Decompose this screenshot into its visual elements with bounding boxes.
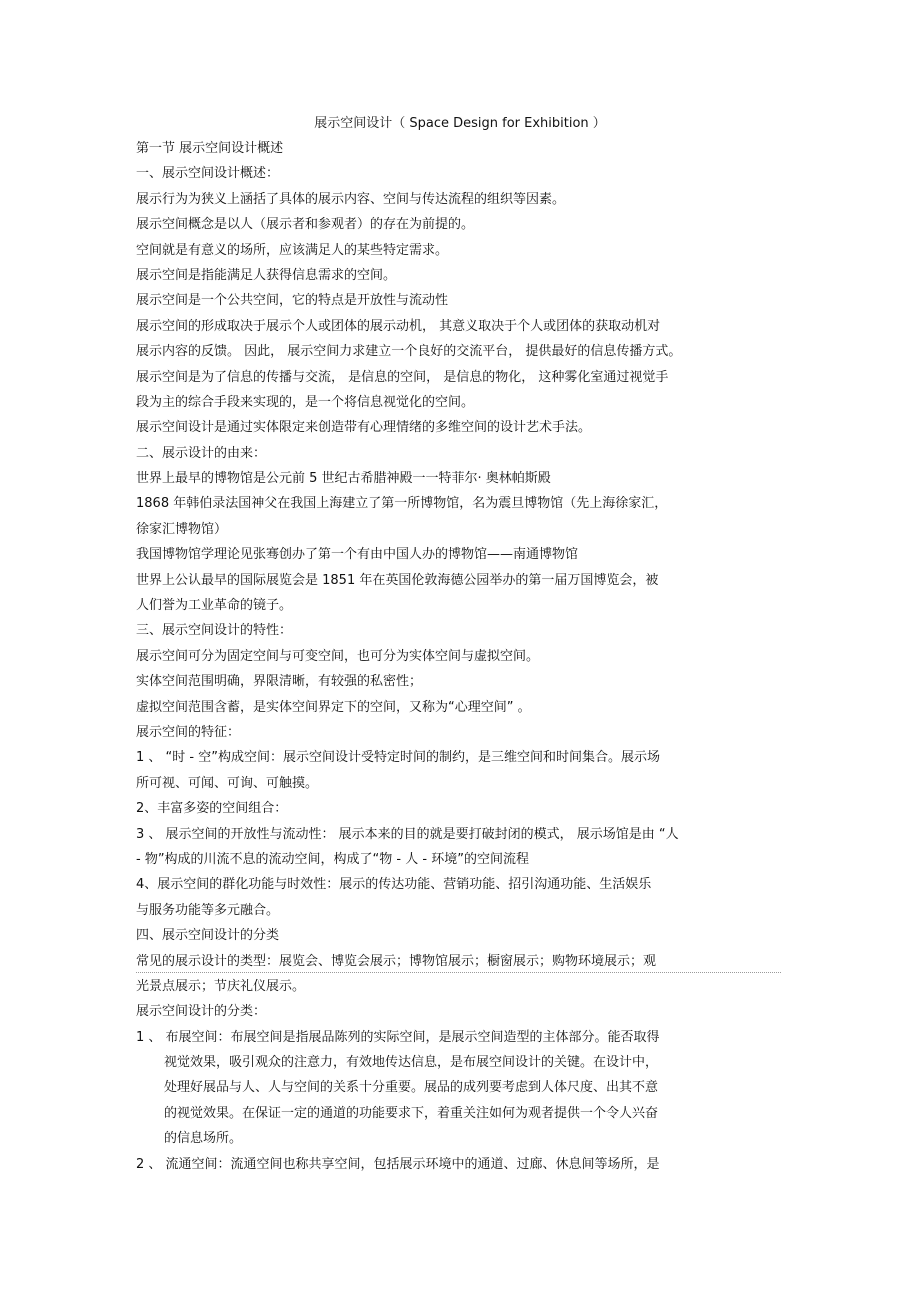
text-line: 光景点展示；节庆礼仪展示。 xyxy=(136,978,306,994)
section-heading: 第一节 展示空间设计概述 xyxy=(136,141,284,156)
list-item: 4、展示空间的群化功能与时效性：展示的传达功能、营销功能、招引沟通功能、生活娱乐 xyxy=(136,877,652,893)
list-item: 3 、 展示空间的开放性与流动性： 展示本来的目的就是要打破封闭的模式， 展示场馆是由 “人 xyxy=(136,826,679,842)
text-line: 展示空间是一个公共空间，它的特点是开放性与流动性 xyxy=(136,293,449,309)
text-line: 视觉效果，吸引观众的注意力，有效地传达信息，是布展空间设计的关键。在设计中， xyxy=(164,1055,659,1071)
text-line: 的视觉效果。在保证一定的通道的功能要求下，着重关注如何为观者提供一个令人兴奋 xyxy=(164,1105,659,1121)
dotted-divider xyxy=(136,972,781,973)
text-line: 世界上最早的博物馆是公元前 5 世纪古希腊神殿一一特菲尔· 奥林帕斯殿 xyxy=(136,471,551,487)
text-line: 与服务功能等多元融合。 xyxy=(136,902,280,918)
subsection-heading: 二、展示设计的由来： xyxy=(136,445,267,461)
text-line: 我国博物馆学理论见张骞创办了第一个有由中国人办的博物馆——南通博物馆 xyxy=(136,547,579,563)
text-line: 人们誉为工业革命的镜子。 xyxy=(136,598,293,614)
text-line: 展示空间的形成取决于展示个人或团体的展示动机， 其意义取决于个人或团体的获取动机对 xyxy=(136,318,661,334)
text-line: 徐家汇博物馆） xyxy=(136,521,228,537)
list-item: 2、丰富多姿的空间组合： xyxy=(136,801,288,817)
text-line: 展示空间的特征： xyxy=(136,724,241,740)
text-line: - 物”构成的川流不息的流动空间，构成了“物 - 人 - 环境”的空间流程 xyxy=(136,851,529,867)
document-title: 展示空间设计（ Space Design for Exhibition ） xyxy=(314,116,606,131)
text-line: 展示空间可分为固定空间与可变空间，也可分为实体空间与虚拟空间。 xyxy=(136,648,540,664)
text-line: 虚拟空间范围含蓄，是实体空间界定下的空间，又称为“心理空间” 。 xyxy=(136,699,531,715)
text-line: 处理好展品与人、人与空间的关系十分重要。展品的成列要考虑到人体尺度、出其不意 xyxy=(164,1080,659,1096)
text-line: 空间就是有意义的场所，应该满足人的某些特定需求。 xyxy=(136,242,449,258)
text-line: 展示空间是为了信息的传播与交流， 是信息的空间， 是信息的物化， 这种雾化室通过视觉手 xyxy=(136,369,669,385)
list-item: 1 、 “时 - 空”构成空间：展示空间设计受特定时间的制约，是三维空间和时间集合。展示场 xyxy=(136,750,660,766)
text-line: 展示行为为狭义上涵括了具体的展示内容、空间与传达流程的组织等因素。 xyxy=(136,191,566,207)
text-line: 常见的展示设计的类型：展览会、博览会展示；博物馆展示；橱窗展示；购物环境展示；观 xyxy=(136,953,657,969)
list-item: 2 、 流通空间：流通空间也称共享空间，包括展示环境中的通道、过廊、休息间等场所，是 xyxy=(136,1156,660,1172)
text-line: 段为主的综合手段来实现的，是一个将信息视觉化的空间。 xyxy=(136,394,475,410)
text-line: 展示空间是指能满足人获得信息需求的空间。 xyxy=(136,267,397,283)
text-line: 展示空间设计的分类： xyxy=(136,1004,267,1020)
text-line: 世界上公认最早的国际展览会是 1851 年在英国伦敦海德公园举办的第一届万国博览会，被 xyxy=(136,572,659,588)
text-line: 展示空间概念是以人（展示者和参观者）的存在为前提的。 xyxy=(136,217,475,233)
subsection-heading: 四、展示空间设计的分类 xyxy=(136,928,280,944)
body-text xyxy=(136,139,776,1180)
subsection-heading: 一、展示空间设计概述： xyxy=(136,166,280,182)
text-line: 的信息场所。 xyxy=(164,1131,243,1147)
list-item: 1 、 布展空间：布展空间是指展品陈列的实际空间，是展示空间造型的主体部分。能否取得 xyxy=(136,1029,660,1045)
text-line: 展示空间设计是通过实体限定来创造带有心理情绪的多维空间的设计艺术手法。 xyxy=(136,420,592,436)
subsection-heading: 三、展示空间设计的特性： xyxy=(136,623,293,639)
text-line: 1868 年韩伯录法国神父在我国上海建立了第一所博物馆，名为震旦博物馆（先上海徐家汇， xyxy=(136,496,668,512)
text-line: 展示内容的反馈。 因此， 展示空间力求建立一个良好的交流平台， 提供最好的信息传播方式。 xyxy=(136,344,682,360)
text-line: 实体空间范围明确，界限清晰，有较强的私密性； xyxy=(136,674,423,690)
text-line: 所可视、可闻、可询、可触摸。 xyxy=(136,775,319,791)
